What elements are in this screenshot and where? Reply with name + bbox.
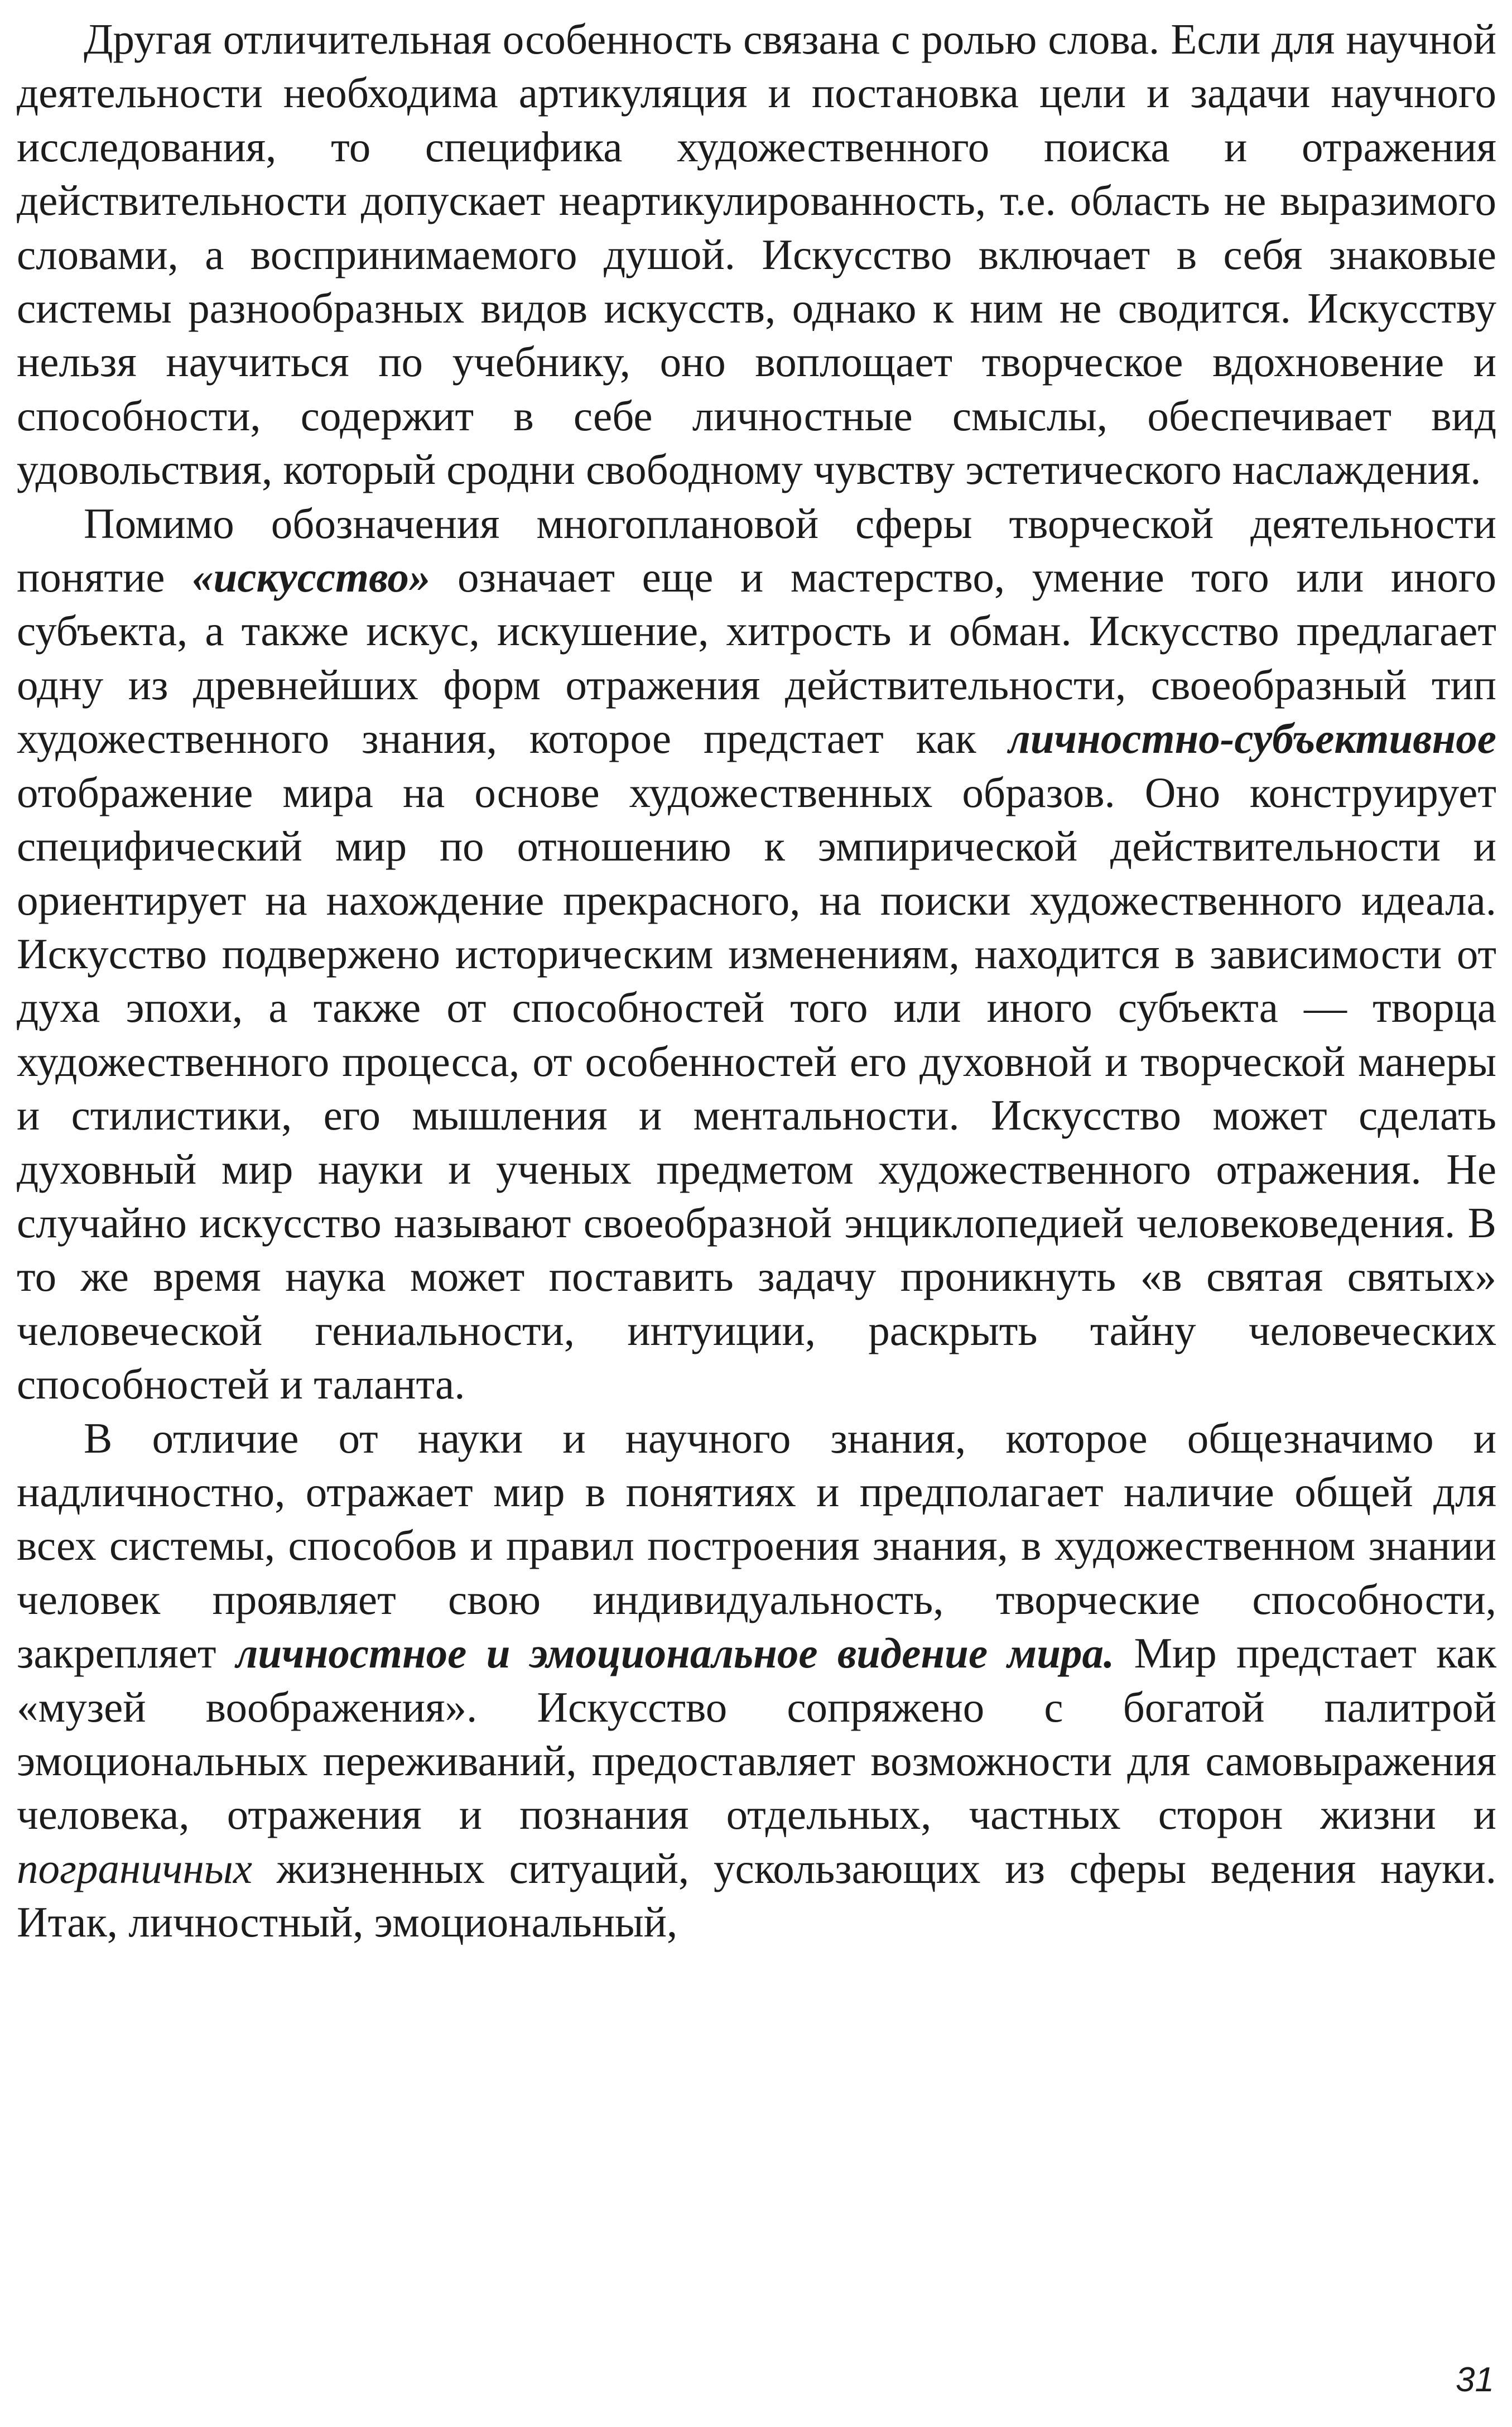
text-segment: Другая отличительная особенность связана с ролью слова. Если для научной деятельности необходима артикуляция и постановка цели и задачи научного исследования, то специфика художественного поиска и отражения действительности допускает неартикулированность, т.е. область не выразимого словами, а воспринимаемого душой. Искусство включает в себя знаковые системы разнообразных видов искусств, однако к ним не сводится. Искусству нельзя научиться по учебнику, оно воплощает творческое вдохновение и способности, содержит в себе личностные смыслы, обеспечивает вид удовольствия, который сродни свободному чувству эстетического наслаждения. [17, 15, 1496, 494]
text-segment: отображение мира на основе художественных образов. Оно конструирует специфический мир по отношению к эмпирической действительности и ориентирует на нахождение прекрасного, на поиски художественного идеала. Искусство подвержено историческим изменениям, находится в зависимости от духа эпохи, а также от способностей того или иного субъекта — творца художественного процесса, от особенностей его духовной и творческой манеры и стилистики, его мышления и ментальности. Искусство может сделать духовный мир науки и ученых предметом художественного отражения. Не случайно искусство называют своеобразной энциклопедией человековедения. В то же время наука может поставить задачу проникнуть «в святая святых» человеческой гениальности, интуиции, раскрыть тайну человеческих способностей и таланта. [17, 768, 1496, 1409]
emphasis-term-lichnostnoe-videnie: личностное и эмоциональное видение мира. [235, 1629, 1115, 1678]
text-segment: Мир предстает как «музей воображения». Искусство сопряжено с богатой палитрой эмоциональных переживаний, предоставляет возможности для самовыражения человека, отражения и познания отдельных, частных сторон жизни и [17, 1629, 1496, 1839]
text-segment: В отличие от науки и научного знания, которое общезначимо и надличностно, отражает мир в понятиях и предполагает наличие общей для всех системы, способов и правил построения знания, в художественном знании человек проявляет свою индивидуальность, творческие способности, закрепляет [17, 1414, 1496, 1678]
emphasis-term-lichnostno-subektivnoe: личностно-субъективное [1008, 714, 1496, 763]
page-number: 31 [1456, 2361, 1494, 2399]
italic-term-pogranichnyh: пограничных [17, 1844, 252, 1892]
paragraph-2 [17, 497, 1496, 1411]
emphasis-term-iskusstvo: «искусство» [192, 553, 431, 602]
paragraph-3 [17, 1411, 1496, 1949]
text-segment: жизненных ситуаций, ускользающих из сферы ведения науки. Итак, личностный, эмоциональный, [17, 1844, 1496, 1947]
paragraph-1 [17, 12, 1496, 497]
text-segment: Помимо обозначения многоплановой сферы творческой деятельности понятие [17, 499, 1496, 602]
page-body [17, 12, 1496, 1949]
text-segment: означает еще и мастерство, умение того или иного субъекта, а также искус, искушение, хитрость и обман. Искусство предлагает одну из древнейших форм отражения действительности, своеобразный тип художественного знания, которое предстает как [17, 553, 1496, 763]
